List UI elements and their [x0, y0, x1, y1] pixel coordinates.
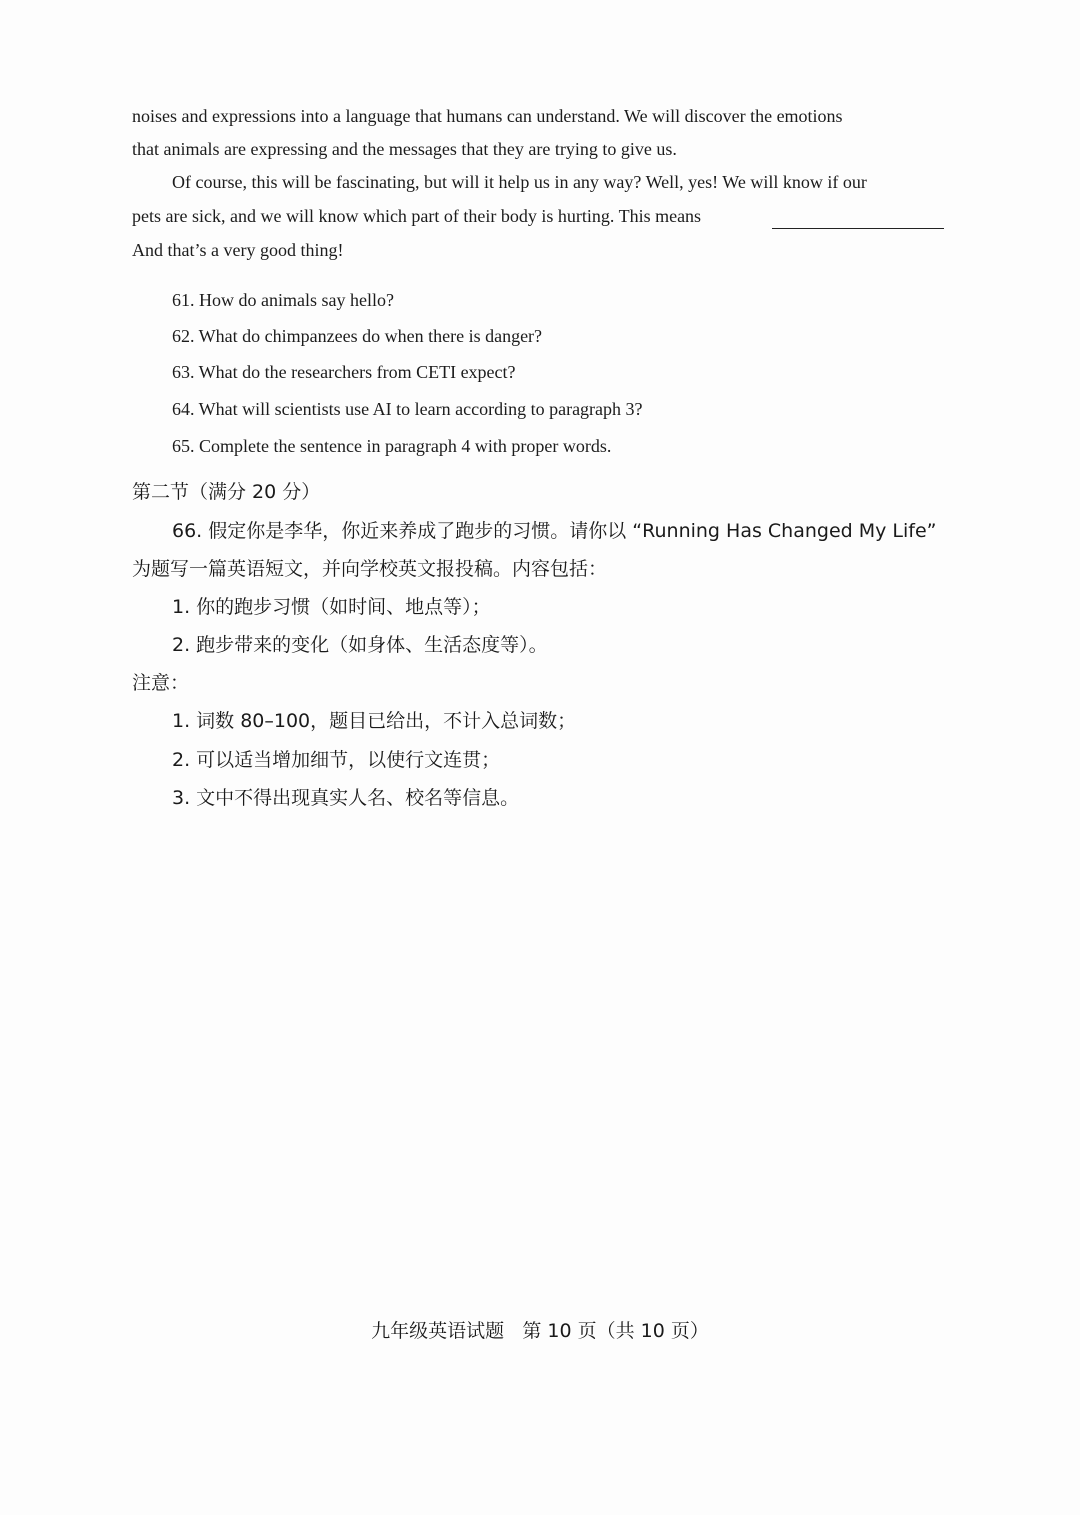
- question-63: 63. What do the researchers from CETI expect?: [172, 362, 516, 382]
- answer-blank-line: [772, 228, 944, 229]
- writing-prompt-line-2: 为题写一篇英语短文，并向学校英文报投稿。内容包括：: [132, 558, 608, 580]
- passage-line-4: pets are sick, and we will know which part of their body is hurting. This means: [132, 206, 702, 226]
- passage-line-2: that animals are expressing and the messages that they are trying to give us.: [132, 139, 677, 159]
- page-footer: [0, 1316, 1080, 1343]
- note-1: 1. 词数 80–100，题目已给出，不计入总词数；: [172, 710, 577, 732]
- page-number: 第 10 页（共 10 页）: [522, 1320, 709, 1342]
- note-2: 2. 可以适当增加细节，以使行文连贯；: [172, 749, 501, 771]
- question-61: 61. How do animals say hello?: [172, 290, 394, 310]
- section-heading: 第二节（满分 20 分）: [132, 481, 321, 503]
- passage-line-1: noises and expressions into a language that humans can understand. We will discover the emotions: [132, 106, 843, 126]
- note-3: 3. 文中不得出现真实人名、校名等信息。: [172, 787, 520, 809]
- content-item-2: 2. 跑步带来的变化（如身体、生活态度等）。: [172, 634, 548, 656]
- question-62: 62. What do chimpanzees do when there is danger?: [172, 326, 543, 346]
- passage-line-5: And that’s a very good thing!: [132, 240, 344, 260]
- notes-heading: 注意：: [132, 672, 190, 694]
- question-64: 64. What will scientists use AI to learn according to paragraph 3?: [172, 399, 643, 419]
- writing-prompt-line-1: 66. 假定你是李华，你近来养成了跑步的习惯。请你以 “Running Has Changed My Life”: [172, 520, 937, 542]
- question-65: 65. Complete the sentence in paragraph 4 with proper words.: [172, 436, 612, 456]
- passage-line-3: Of course, this will be fascinating, but will it help us in any way? Well, yes! We will know if our: [172, 172, 867, 192]
- exam-title: 九年级英语试题: [371, 1320, 505, 1342]
- content-item-1: 1. 你的跑步习惯（如时间、地点等）；: [172, 596, 491, 618]
